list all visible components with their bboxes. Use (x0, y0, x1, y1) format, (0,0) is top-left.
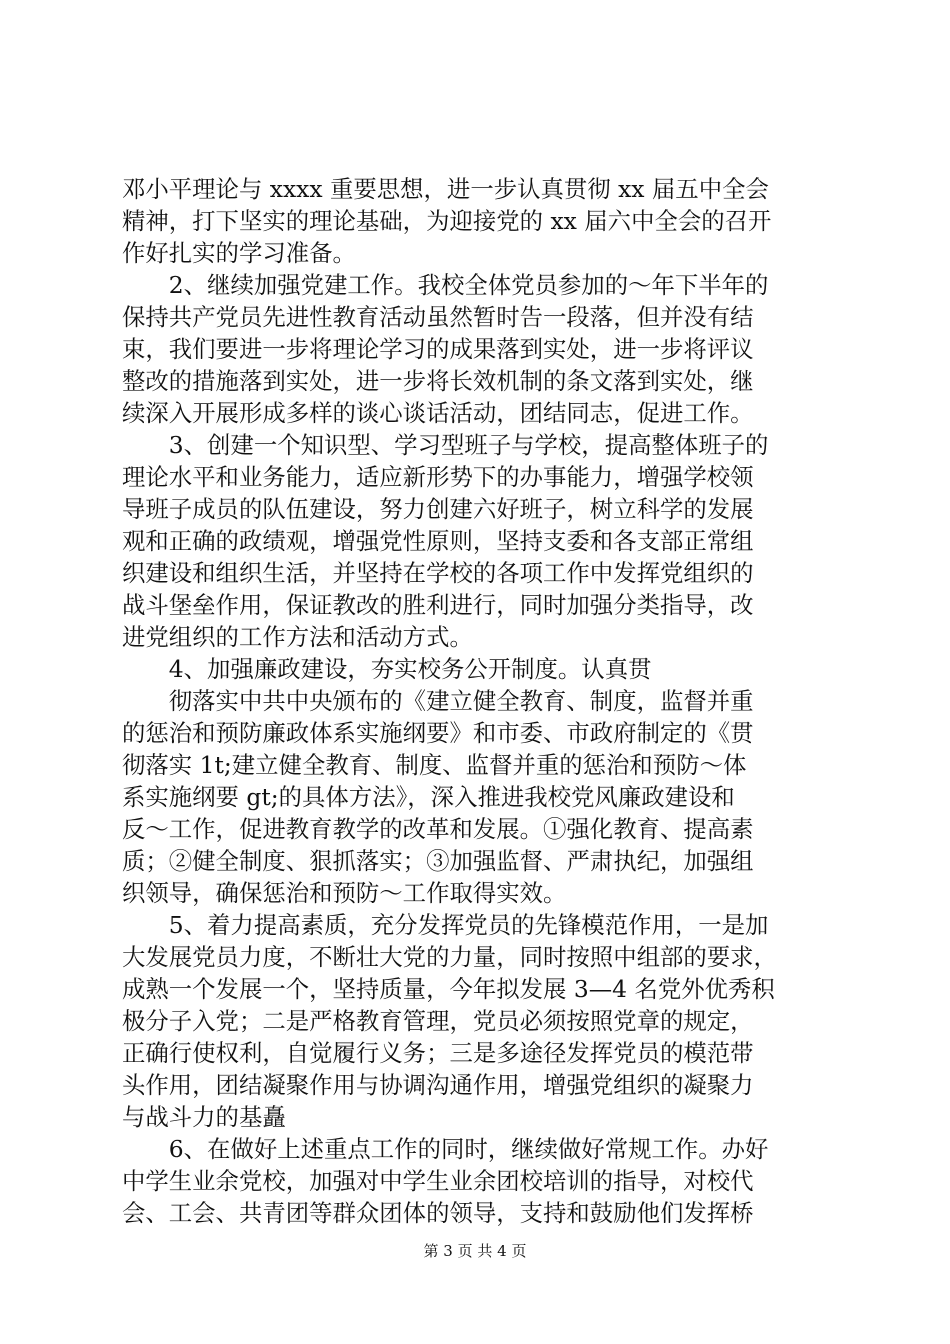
body-text-line: 精神，打下坚实的理论基础，为迎接党的 xx 届六中全会的召开 (122, 207, 772, 235)
body-text-line: 战斗堡垒作用，保证教改的胜利进行，同时加强分类指导，改 (122, 591, 754, 619)
body-text-line: 成熟一个发展一个，坚持质量，今年拟发展 3—4 名党外优秀积 (122, 975, 775, 1003)
body-text-line: 与战斗力的基矗 (122, 1103, 286, 1131)
body-text-line: 会、工会、共青团等群众团体的领导，支持和鼓励他们发挥桥 (122, 1199, 754, 1227)
body-text-line: 5、着力提高素质，充分发挥党员的先锋模范作用，一是加 (122, 911, 769, 939)
body-text-line: 3、创建一个知识型、学习型班子与学校，提高整体班子的 (122, 431, 769, 459)
body-text-line: 整改的措施落到实处，进一步将长效机制的条文落到实处，继 (122, 367, 754, 395)
body-text-line: 极分子入党；二是严格教育管理，党员必须按照党章的规定， (122, 1007, 754, 1035)
body-text-line: 的惩治和预防廉政体系实施纲要》和市委、市政府制定的《贯 (122, 719, 754, 747)
body-text-line: 织建设和组织生活，并坚持在学校的各项工作中发挥党组织的 (122, 559, 754, 587)
body-text-line: 中学生业余党校，加强对中学生业余团校培训的指导，对校代 (122, 1167, 754, 1195)
body-text-line: 4、加强廉政建设，夯实校务公开制度。认真贯 (122, 655, 652, 683)
body-text-line: 6、在做好上述重点工作的同时，继续做好常规工作。办好 (122, 1135, 769, 1163)
body-text-line: 束，我们要进一步将理论学习的成果落到实处，进一步将评议 (122, 335, 754, 363)
body-text-line: 系实施纲要 gt;的具体方法》，深入推进我校党风廉政建设和 (122, 783, 735, 811)
body-text-line: 保持共产党员先进性教育活动虽然暂时告一段落，但并没有结 (122, 303, 754, 331)
body-text-line: 2、继续加强党建工作。我校全体党员参加的～年下半年的 (122, 271, 769, 299)
body-text-line: 邓小平理论与 xxxx 重要思想，进一步认真贯彻 xx 届五中全会 (122, 175, 769, 203)
body-text-line: 续深入开展形成多样的谈心谈话活动，团结同志，促进工作。 (122, 399, 754, 427)
body-text-line: 头作用，团结凝聚作用与协调沟通作用，增强党组织的凝聚力 (122, 1071, 754, 1099)
body-text-line: 作好扎实的学习准备。 (122, 239, 356, 267)
page-number-footer: 第 3 页 共 4 页 (423, 1242, 527, 1260)
body-text-line: 彻落实 1t;建立健全教育、制度、监督并重的惩治和预防～体 (122, 751, 747, 779)
body-text-line: 进党组织的工作方法和活动方式。 (122, 623, 473, 651)
body-text-line: 观和正确的政绩观，增强党性原则，坚持支委和各支部正常组 (122, 527, 754, 555)
body-text-line: 织领导，确保惩治和预防～工作取得实效。 (122, 879, 567, 907)
body-text-line: 反～工作，促进教育教学的改革和发展。①强化教育、提高素 (122, 815, 754, 843)
body-text-line: 理论水平和业务能力，适应新形势下的办事能力，增强学校领 (122, 463, 754, 491)
body-text-line: 彻落实中共中央颁布的《建立健全教育、制度，监督并重 (122, 687, 754, 715)
body-text-line: 正确行使权利，自觉履行义务；三是多途径发挥党员的模范带 (122, 1039, 754, 1067)
body-text-line: 导班子成员的队伍建设，努力创建六好班子，树立科学的发展 (122, 495, 754, 523)
body-text-line: 质；②健全制度、狠抓落实；③加强监督、严肃执纪，加强组 (122, 847, 754, 875)
body-text-line: 大发展党员力度，不断壮大党的力量，同时按照中组部的要求， (122, 943, 777, 971)
